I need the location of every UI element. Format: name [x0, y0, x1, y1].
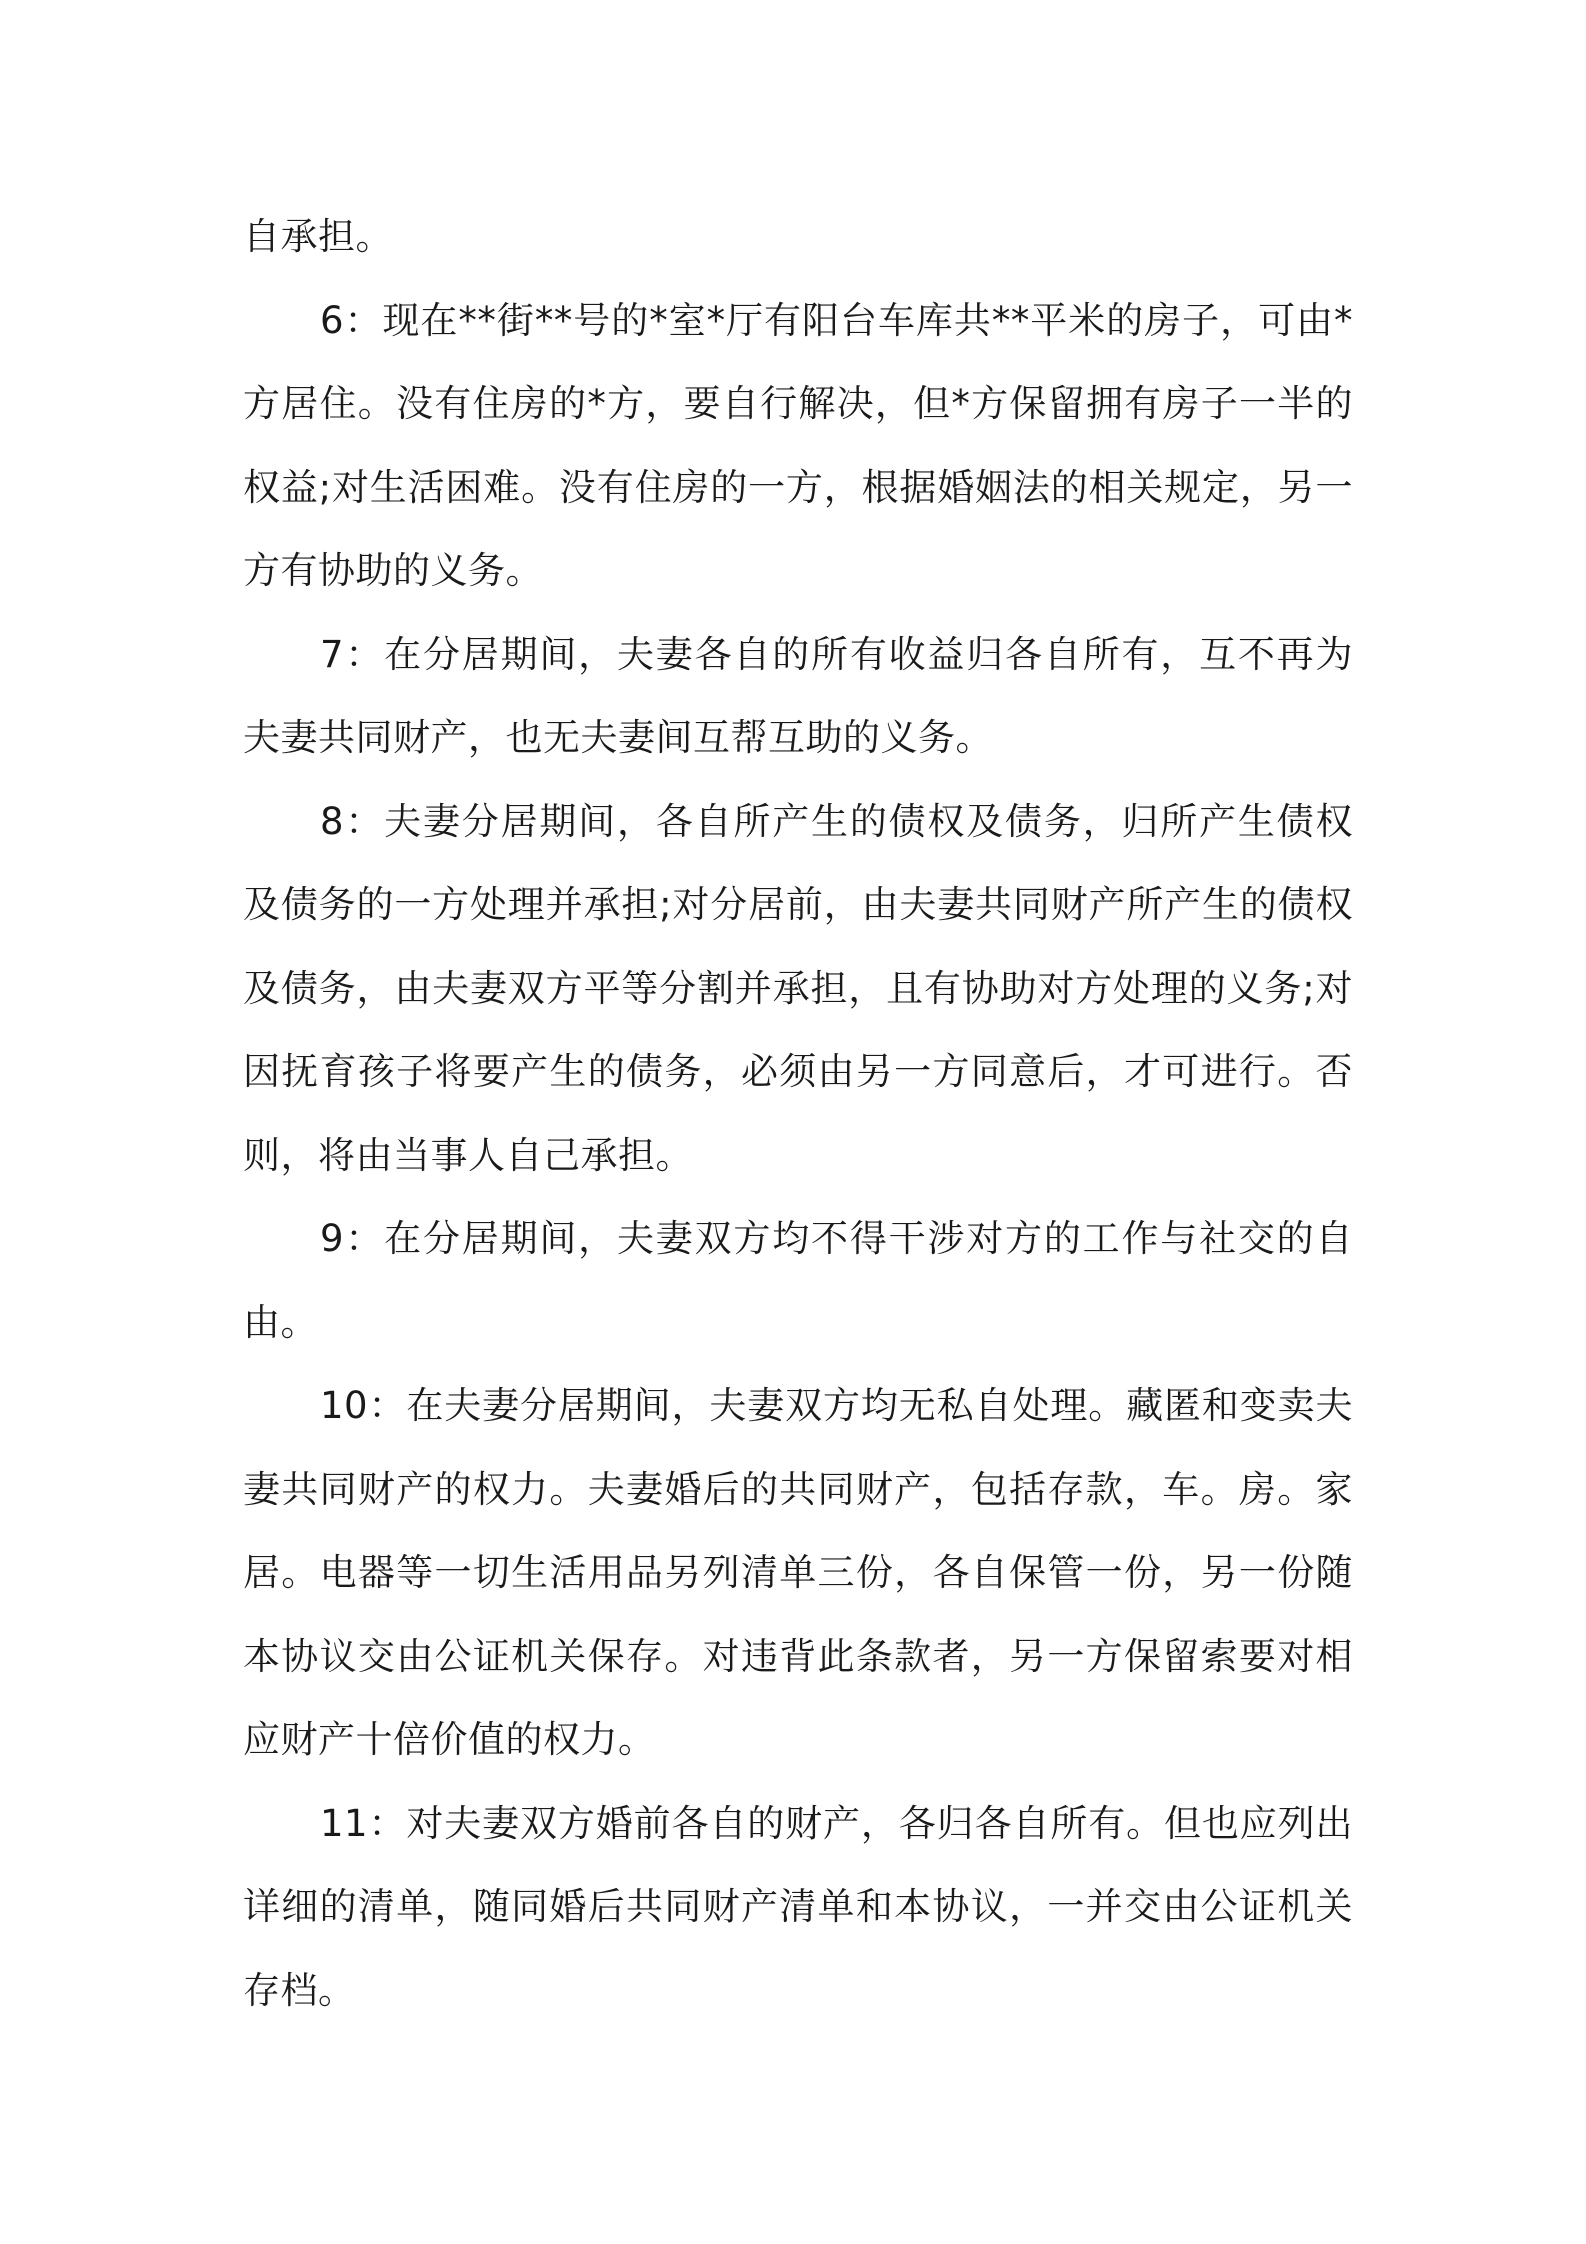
- document-page: [243, 195, 1353, 2032]
- clause-10: 10：在夫妻分居期间，夫妻双方均无私自处理。藏匿和变卖夫妻共同财产的权力。夫妻婚后的共同财产，包括存款，车。房。家居。电器等一切生活用品另列清单三份，各自保管一份，另一份随本协议交由公证机关保存。对违背此条款者，另一方保留索要对相应财产十倍价值的权力。: [243, 1384, 1353, 1761]
- clause-11: 11：对夫妻双方婚前各自的财产，各归各自所有。但也应列出详细的清单，随同婚后共同财产清单和本协议，一并交由公证机关存档。: [243, 1801, 1353, 2012]
- paragraph-continuation: 自承担。: [243, 215, 393, 258]
- clause-6: 6：现在**街**号的*室*厅有阳台车库共**平米的房子，可由*方居住。没有住房的*方，要自行解决，但*方保留拥有房子一半的权益;对生活困难。没有住房的一方，根据婚姻法的相关规定，另一方有协助的义务。: [243, 298, 1353, 592]
- clause-9: 9：在分居期间，夫妻双方均不得干涉对方的工作与社交的自由。: [243, 1217, 1353, 1344]
- clause-8: 8：夫妻分居期间，各自所产生的债权及债务，归所产生债权及债务的一方处理并承担;对分居前，由夫妻共同财产所产生的债权及债务，由夫妻双方平等分割并承担，且有协助对方处理的义务;对因抚育孩子将要产生的债务，必须由另一方同意后，才可进行。否则，将由当事人自己承担。: [243, 799, 1353, 1177]
- clause-7: 7：在分居期间，夫妻各自的所有收益归各自所有，互不再为夫妻共同财产，也无夫妻间互帮互助的义务。: [243, 632, 1353, 759]
